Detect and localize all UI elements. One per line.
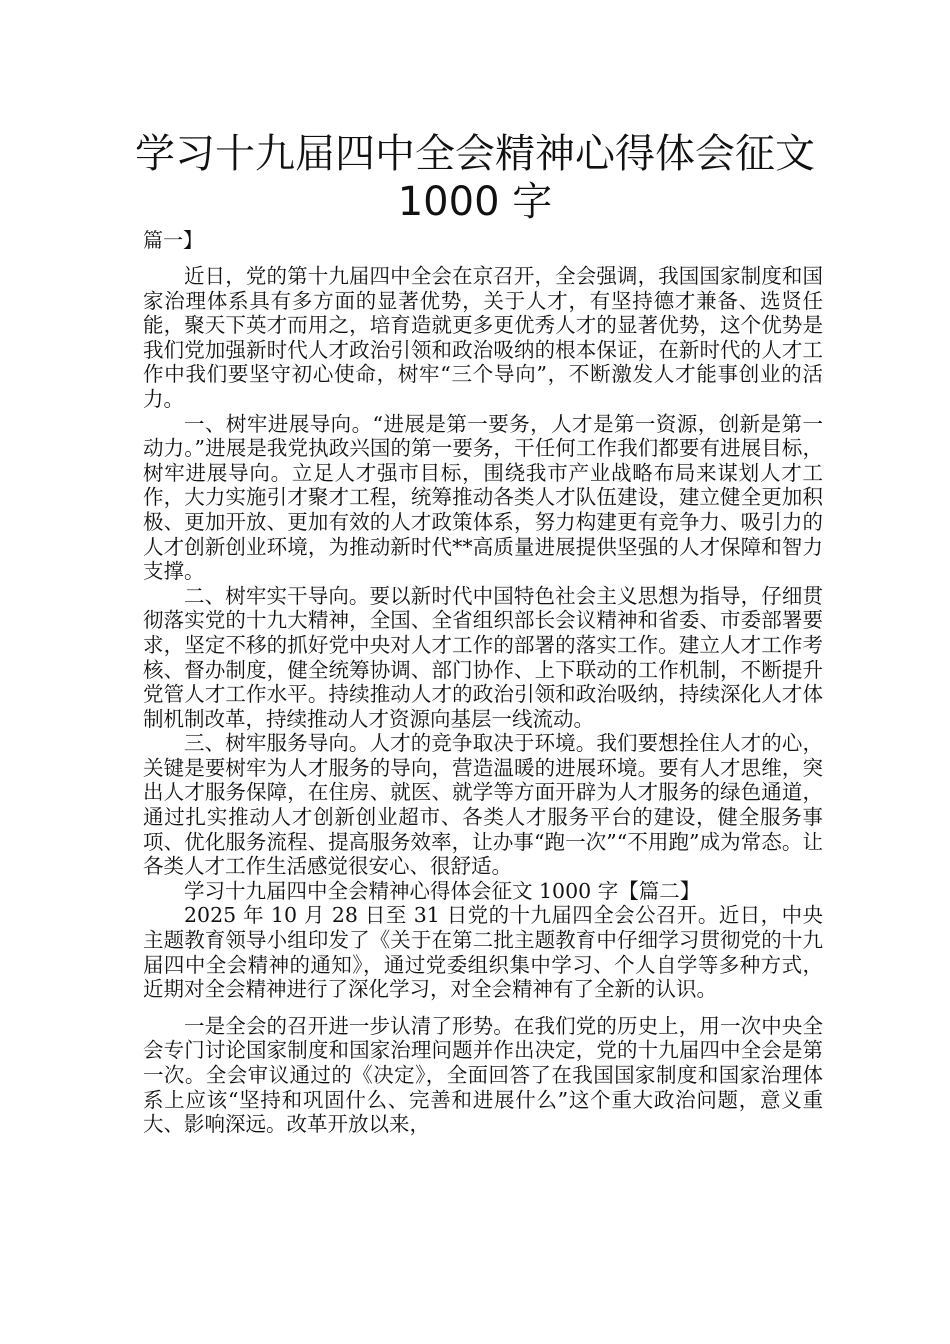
paragraph-plenum-study: 2025 年 10 月 28 日至 31 日党的十九届四全会公召开。近日，中央主题教育领导小组印发了《关于在第二批主题教育中仔细学习贯彻党的十九届四中全会精神的通知》，通过党委组织集中学习、个人自学等多种方式，近期对全会精神进行了深化学习，对全会精神有了全新的认识。 [143,903,823,1002]
section-one-label: 篇一】 [143,228,203,252]
section-two-heading: 学习十九届四中全会精神心得体会征文 1000 字【篇二】 [184,878,701,903]
paragraph-practical-orientation: 二、树牢实干导向。要以新时代中国特色社会主义思想为指导，仔细贯彻落实党的十九大精神，全国、全省组织部长会议精神和省委、市委部署要求，坚定不移的抓好党中央对人才工作的部署的落实工作。建立人才工作考核、督办制度，健全统筹协调、部门协作、上下联动的工作机制，不断提升党管人才工作水平。持续推动人才的政治引领和政治吸纳，持续深化人才体制机制改革，持续推动人才资源向基层一线流动。 [143,583,823,731]
paragraph-intro: 近日，党的第十九届四中全会在京召开，全会强调，我国国家制度和国家治理体系具有多方面的显著优势，关于人才，有坚持德才兼备、选贤任能，聚天下英才而用之，培育造就更多更优秀人才的显著优势，这个优势是我们党加强新时代人才政治引领和政治吸纳的根本保证，在新时代的人才工作中我们要坚守初心使命，树牢“三个导向”，不断激发人才能事创业的活力。 [143,264,823,411]
paragraph-service-orientation: 三、树牢服务导向。人才的竞争取决于环境。我们要想拴住人才的心，关键是要树牢为人才服务的导向，营造温暖的进展环境。要有人才思维，突出人才服务保障，在住房、就医、就学等方面开辟为人才服务的绿色通道，通过扎实推动人才创新创业超市、各类人才服务平台的建设，健全服务事项、优化服务流程、提高服务效率，让办事“跑一次”“不用跑”成为常态。让各类人才工作生活感觉很安心、很舒适。 [143,731,823,879]
document-body [143,264,823,1137]
paragraph-first-point: 一是全会的召开进一步认清了形势。在我们党的历史上，用一次中央全会专门讨论国家制度和国家治理问题并作出决定，党的十九届四中全会是第一次。全会审议通过的《决定》，全面回答了在我国国家制度和国家治理体系上应该“坚持和巩固什么、完善和进展什么”这个重大政治问题，意义重大、影响深远。改革开放以来， [143,1013,823,1137]
paragraph-development-orientation: 一、树牢进展导向。“进展是第一要务，人才是第一资源，创新是第一动力。”进展是我党执政兴国的第一要务，干任何工作我们都要有进展目标，树牢进展导向。立足人才强市目标，围绕我市产业战略布局来谋划人才工作，大力实施引才聚才工程，统筹推动各类人才队伍建设，建立健全更加积极、更加开放、更加有效的人才政策体系，努力构建更有竞争力、吸引力的人才创新创业环境，为推动新时代**高质量进展提供坚强的人才保障和智力支撑。 [143,411,823,584]
document-title-line-2: 1000 字 [397,179,553,225]
document-title-line-1: 学习十九届四中全会精神心得体会征文 [135,131,815,177]
